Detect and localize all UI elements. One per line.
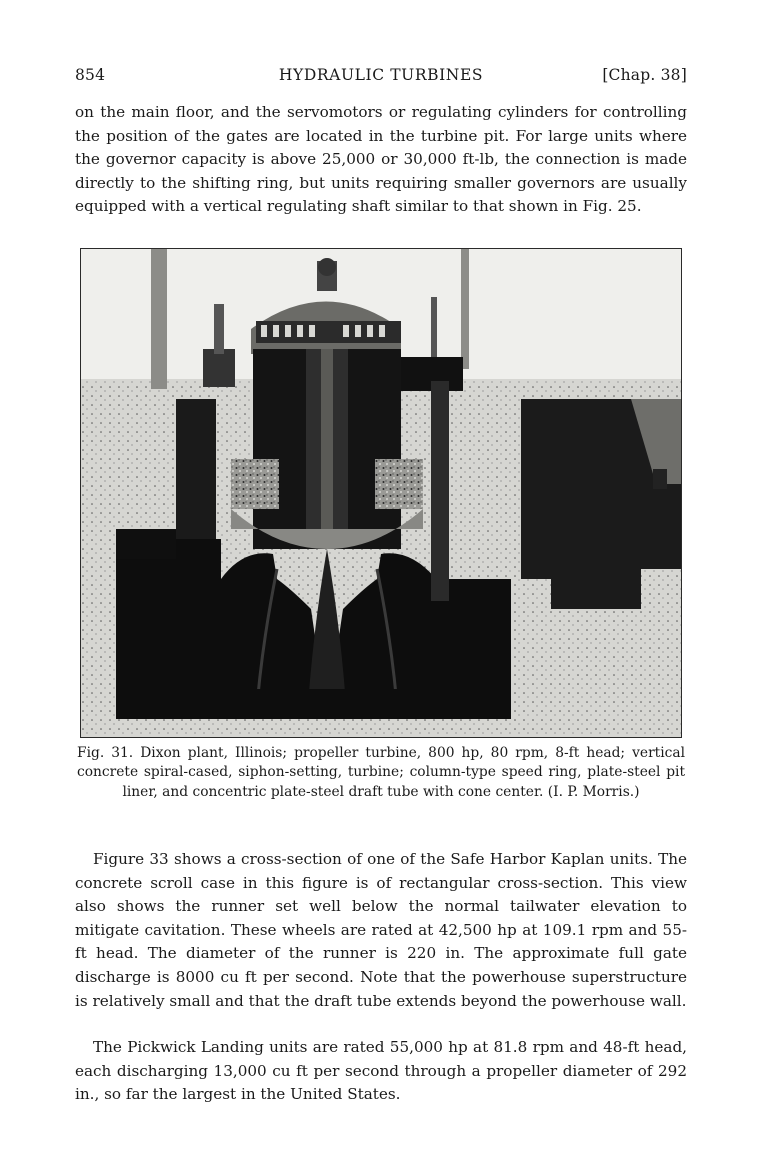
chapter-label: [Chap. 38]	[602, 66, 687, 84]
left-column	[151, 249, 167, 389]
running-title: HYDRAULIC TURBINES	[278, 66, 484, 84]
figure-turbine-cross-section	[80, 248, 682, 738]
turbine-cross-section-illustration	[81, 249, 681, 737]
turbine-shaft	[321, 349, 333, 539]
figure-caption: Fig. 31. Dixon plant, Illinois; propeller turbine, 800 hp, 80 rpm, 8-ft head; vertical concrete spiral-cased, siphon-setting, turbine; column-type speed ring, plate-steel pit liner, and concentric plate-steel draft tube with cone center. (I. P. Morris.)	[77, 745, 685, 800]
running-header	[75, 66, 687, 90]
paragraph-safe-harbor: Figure 33 shows a cross-section of one of the Safe Harbor Kaplan units. The concrete scroll case in this figure is of rectangular cross-section. This view also shows the runner set well below the normal tailwater elevation to mitigate cavitation. These wheels are rated at 42,500 hp at 109.1 rpm and 55-ft head. The diameter of the runner is 220 in. The approximate full gate discharge is 8000 cu ft per second. Note that the powerhouse superstructure is relatively small and that the draft tube extends beyond the powerhouse wall.	[75, 850, 687, 1010]
paragraph-intro: on the main floor, and the servomotors or regulating cylinders for controlling the position of the gates are located in the turbine pit. For large units where the governor capacity is above 25,000 or 30,000 ft-lb, the connection is made directly to the shifting ring, but units requiring smaller governors are usually equipped with a vertical regulating shaft similar to that shown in Fig. 25.	[75, 103, 687, 216]
page-number: 854	[75, 66, 106, 84]
servomotor	[203, 349, 235, 387]
paragraph-pickwick: The Pickwick Landing units are rated 55,000 hp at 81.8 rpm and 48-ft head, each discharging 13,000 cu ft per second through a propeller diameter of 292 in., so far the largest in the United States.	[75, 1038, 687, 1104]
